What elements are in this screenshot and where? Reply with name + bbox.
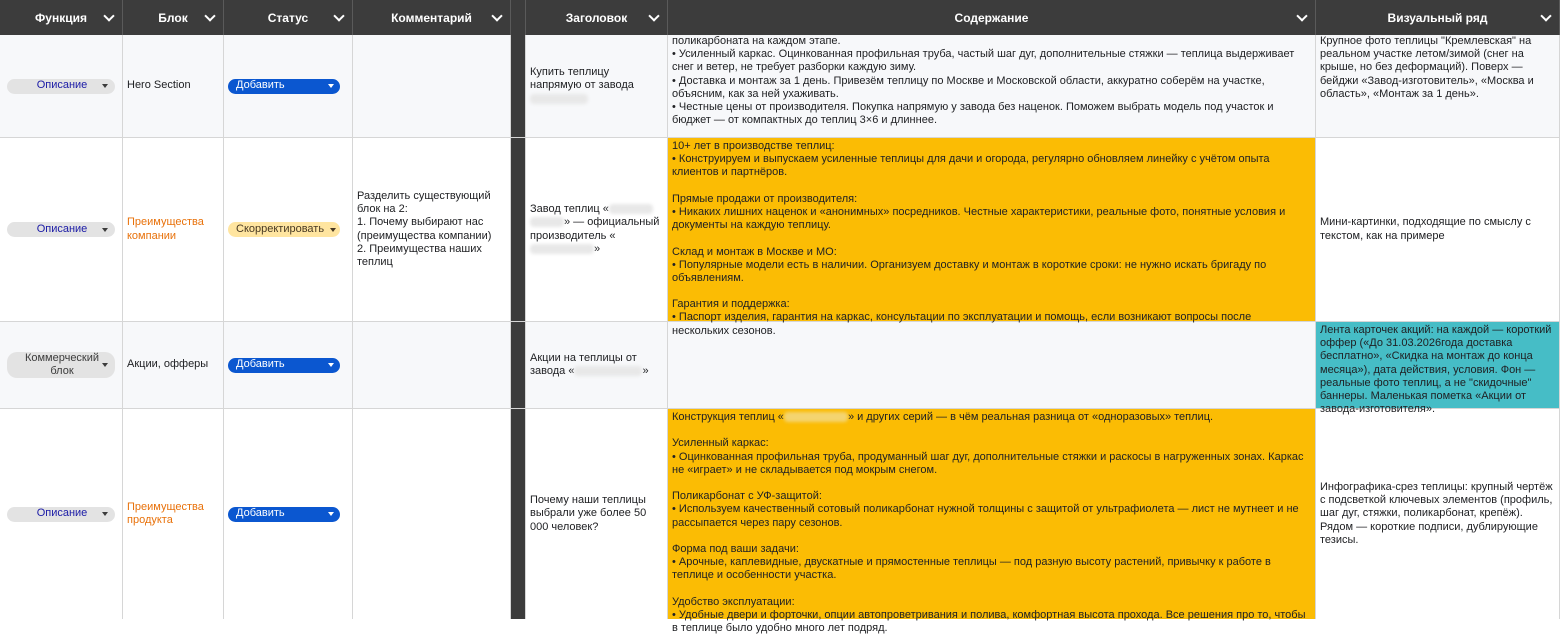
column-header-visual[interactable] (1316, 0, 1560, 35)
spacer-cell (511, 322, 526, 408)
function-cell[interactable] (0, 138, 123, 321)
caret-down-icon (328, 363, 334, 367)
title-value (530, 203, 663, 256)
title-value (530, 352, 663, 378)
title-cell[interactable] (526, 322, 668, 408)
content-value (672, 411, 1311, 635)
chevron-down-icon[interactable] (204, 10, 215, 21)
function-cell[interactable] (0, 322, 123, 408)
column-header-content[interactable] (668, 0, 1316, 35)
chevron-down-icon[interactable] (103, 10, 114, 21)
content-cell[interactable] (668, 138, 1316, 337)
content-text-rest: » и других серий — в чём реальная разница от «одноразовых» теплиц. Усиленный каркас: • Оцинкованная профильная труба, продуманный шаг дуг, дополнительные стяжки и раскосы в нагруженных зонах. Каркас не «играет» и не складывается под мокрым снегом. Поликарбонат с УФ-защитой: • Используем качественный сотовый поликарбонат нужной толщины с защитой от ультрафиолета — лист не мутнеет и не рассыпается через пару сезонов. Форма под ваши задачи: • Арочные, каплевидные, двускатные и прямостенные теплицы — под разную высоту растений, привычку к работе в теплице и особенности участка. Удобство эксплуатации: • Удобные двери и форточки, опции автопроветривания и полива, комфортная высота прохода. Все решения про то, чтобы в теплице было удобно много лет подряд. (672, 411, 1306, 634)
status-cell[interactable] (224, 322, 353, 408)
chevron-down-icon[interactable] (1296, 10, 1307, 21)
title-text-end: » (594, 242, 601, 255)
status-dropdown[interactable] (228, 507, 340, 522)
caret-down-icon (102, 84, 108, 88)
comment-cell[interactable] (353, 138, 511, 321)
comment-cell[interactable] (353, 409, 511, 619)
visual-cell[interactable] (1316, 35, 1560, 137)
column-header-label: Содержание (954, 10, 1029, 25)
function-cell[interactable] (0, 409, 123, 619)
chevron-down-icon[interactable] (1540, 10, 1551, 21)
column-header-comment[interactable] (353, 0, 511, 35)
visual-value: Мини-картинки, подходящие по смыслу с текстом, как на примере (1320, 216, 1531, 242)
function-cell[interactable] (0, 35, 123, 137)
visual-cell[interactable] (1316, 138, 1560, 321)
status-dropdown[interactable] (228, 222, 340, 237)
block-value: Преимущества продукта (127, 500, 204, 526)
visual-cell[interactable] (1316, 409, 1560, 619)
comment-value: Разделить существующий блок на 2: 1. Почему выбирают нас (преимущества компании) 2. Преимущества наших теплиц (357, 189, 492, 268)
status-value: Добавить (236, 79, 285, 92)
block-cell[interactable] (123, 322, 224, 408)
column-header-label: Заголовок (565, 10, 628, 25)
function-dropdown[interactable] (7, 352, 115, 378)
column-header-spacer (511, 0, 526, 35)
title-cell[interactable] (526, 35, 668, 137)
visual-value: Инфографика-срез теплицы: крупный чертёж с подсветкой ключевых элементов (профиль, шаг дуг, стяжки, поликарбонат, крепёж). Рядом — короткие подписи, дублирующие тезисы. (1320, 481, 1553, 546)
table-row (0, 138, 1560, 337)
content-value: поликарбоната на каждом этапе. • Усиленный каркас. Оцинкованная профильная труба, частый шаг дуг, дополнительные стяжки — теплица выдерживает снег и ветер, не требует разборки каждую зиму. • Доставка и монтаж за 1 день. Привезём теплицу по Москве и Московской области, аккуратно соберём на участке, объясним, как за ней ухаживать. • Честные цены от производителя. Покупка напрямую у завода без наценок. Поможем выбрать модель под участок и бюджет — от компактных до теплиц 3×6 и длиннее. (672, 35, 1295, 127)
caret-down-icon (102, 228, 108, 232)
status-value: Скорректировать (236, 222, 325, 235)
spacer-cell (511, 35, 526, 137)
status-dropdown[interactable] (228, 79, 340, 94)
function-dropdown[interactable] (7, 222, 115, 237)
column-header-label: Комментарий (391, 10, 472, 25)
table-row (0, 35, 1560, 138)
content-value: 10+ лет в производстве теплиц: • Конструируем и выпускаем усиленные теплицы для дачи и огорода, регулярно обновляем линейку с учётом опыта клиентов и партнёров. Прямые продажи от производителя: • Никаких лишних наценок и «анонимных» посредников. Честные характеристики, реальные фото, понятные условия и документы на каждую теплицу. Склад и монтаж в Москве и МО: • Популярные модели есть в наличии. Организуем доставку и монтаж в короткие сроки: не нужно искать бригаду по объявлениям. Гарантия и поддержка: • Паспорт изделия, гарантия на каркас, консультации по эксплуатации и помощь, если возникают вопросы после нескольких сезонов. (672, 140, 1286, 337)
function-value: Описание (36, 79, 88, 92)
status-cell[interactable] (224, 35, 353, 137)
column-header-status[interactable] (224, 0, 353, 35)
block-cell[interactable] (123, 35, 224, 137)
caret-down-icon (328, 84, 334, 88)
function-value: Описание (36, 507, 88, 520)
column-header-block[interactable] (123, 0, 224, 35)
block-value: Акции, офферы (127, 358, 209, 371)
table-row (0, 322, 1560, 416)
function-value: Описание (36, 222, 88, 235)
content-text: Конструкция теплиц « (672, 411, 784, 423)
redacted-text (530, 217, 564, 227)
title-text: Акции на теплицы от завода « (530, 351, 637, 377)
block-value: Преимущества компании (127, 216, 204, 242)
column-header-label: Блок (158, 10, 188, 25)
redacted-text (574, 366, 642, 376)
redacted-text (530, 244, 594, 254)
title-cell[interactable] (526, 409, 668, 619)
column-header-function[interactable] (0, 0, 123, 35)
status-value: Добавить (236, 358, 285, 371)
caret-down-icon (102, 512, 108, 516)
spacer-cell (511, 138, 526, 321)
status-cell[interactable] (224, 138, 353, 321)
visual-cell[interactable] (1316, 322, 1560, 416)
caret-down-icon (102, 363, 108, 367)
content-cell[interactable] (668, 322, 1316, 408)
block-value: Hero Section (127, 79, 191, 92)
status-cell[interactable] (224, 409, 353, 619)
content-cell[interactable] (668, 409, 1316, 634)
function-dropdown[interactable] (7, 79, 115, 94)
table-row (0, 409, 1560, 634)
function-value: Коммерческий блок (24, 352, 100, 377)
visual-value: Лента карточек акций: на каждой — короткий оффер («До 31.03.2026года доставка бесплатно», «Скидка на монтаж до конца месяца»), дата действия, условия. Фон — реальные фото теплиц, а не "скидочные" баннеры. Маленькая пометка «Акции от завода-изготовителя». (1320, 324, 1552, 416)
column-header-title[interactable] (526, 0, 668, 35)
status-dropdown[interactable] (228, 358, 340, 373)
column-header-label: Функция (35, 10, 87, 25)
comment-cell[interactable] (353, 322, 511, 408)
redacted-text (609, 204, 653, 214)
caret-down-icon (330, 228, 336, 232)
title-text-end: » (642, 365, 649, 377)
block-cell[interactable] (123, 409, 224, 619)
chevron-down-icon[interactable] (333, 10, 344, 21)
status-value: Добавить (236, 507, 285, 520)
header-row (0, 0, 1560, 35)
visual-value: Крупное фото теплицы "Кремлевская" на реальном участке летом/зимой (снег на крыше, но без деформаций). Поверх — бейджи «Завод-изготовитель», «Москва и область», «Монтаж за 1 день». (1320, 35, 1534, 100)
title-value: Почему наши теплицы выбрали уже более 50 000 человек? (530, 494, 647, 533)
column-header-label: Визуальный ряд (1387, 10, 1488, 25)
block-cell[interactable] (123, 138, 224, 321)
content-cell[interactable] (668, 35, 1316, 137)
title-text: Купить теплицу напрямую от завода (530, 66, 634, 92)
caret-down-icon (328, 512, 334, 516)
redacted-text (784, 412, 848, 422)
function-dropdown[interactable] (7, 507, 115, 522)
title-text: Завод теплиц « (530, 203, 609, 216)
chevron-down-icon[interactable] (648, 10, 659, 21)
chevron-down-icon[interactable] (491, 10, 502, 21)
comment-cell[interactable] (353, 35, 511, 137)
column-header-label: Статус (267, 10, 309, 25)
title-value (530, 66, 663, 106)
redacted-text (530, 94, 588, 104)
title-text-mid: » — официальный производитель « (530, 216, 660, 242)
title-cell[interactable] (526, 138, 668, 321)
spacer-cell (511, 409, 526, 619)
